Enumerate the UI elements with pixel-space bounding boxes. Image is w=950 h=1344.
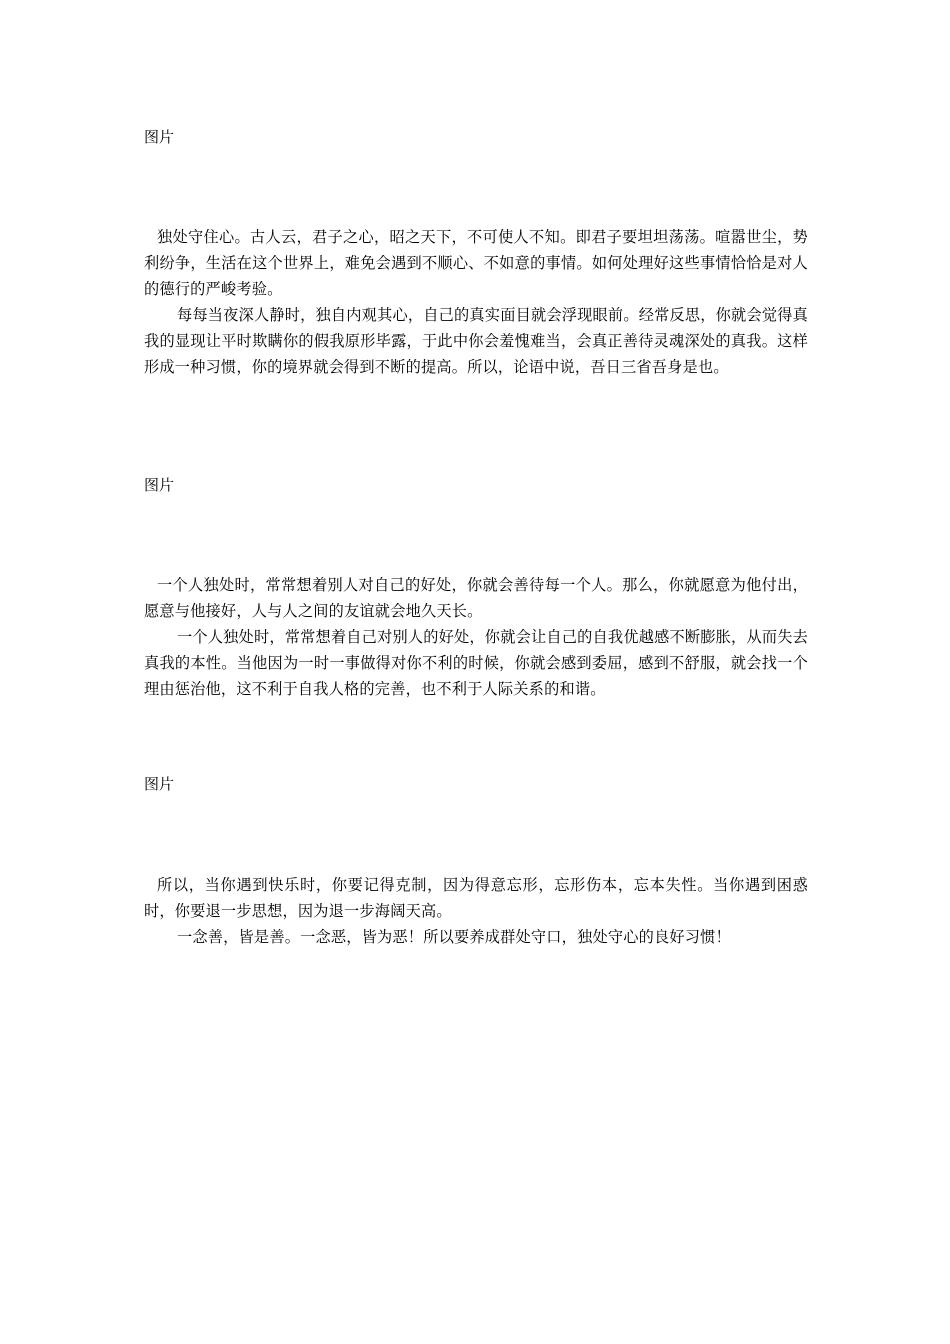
text-section-3 [144,872,808,950]
paragraph: 每每当夜深人静时，独自内观其心，自己的真实面目就会浮现眼前。经常反思，你就会觉得真我的显现让平时欺瞒你的假我原形毕露，于此中你会羞愧难当，会真正善待灵魂深处的真我。这样形成一种习惯，你的境界就会得到不断的提高。所以，论语中说，吾日三省吾身是也。 [144,306,808,376]
paragraph: 一个人独处时，常常想着自己对别人的好处，你就会让自己的自我优越感不断膨胀，从而失去真我的本性。当他因为一时一事做得对你不利的时候，你就会感到委屈，感到不舒服，就会找一个理由惩治他，这不利于自我人格的完善，也不利于人际关系的和谐。 [144,628,808,698]
paragraph: 所以，当你遇到快乐时，你要记得克制，因为得意忘形，忘形伤本，忘本失性。当你遇到困惑时，你要退一步思想，因为退一步海阔天高。 [144,876,808,920]
text-section-2 [144,572,808,702]
paragraph: 一个人独处时，常常想着别人对自己的好处，你就会善待每一个人。那么，你就愿意为他付出，愿意与他接好，人与人之间的友谊就会地久天长。 [144,576,808,620]
image-placeholder-label: 图片 [144,476,175,494]
text-section-1 [144,224,808,380]
image-placeholder-label: 图片 [144,128,175,146]
image-placeholder-label: 图片 [144,775,175,793]
paragraph: 独处守住心。古人云，君子之心，昭之天下，不可使人不知。即君子要坦坦荡荡。喧嚣世尘，势利纷争，生活在这个世界上，难免会遇到不顺心、不如意的事情。如何处理好这些事情恰恰是对人的德行的严峻考验。 [144,228,808,298]
paragraph: 一念善，皆是善。一念恶，皆为恶！所以要养成群处守口，独处守心的良好习惯！ [177,928,731,946]
